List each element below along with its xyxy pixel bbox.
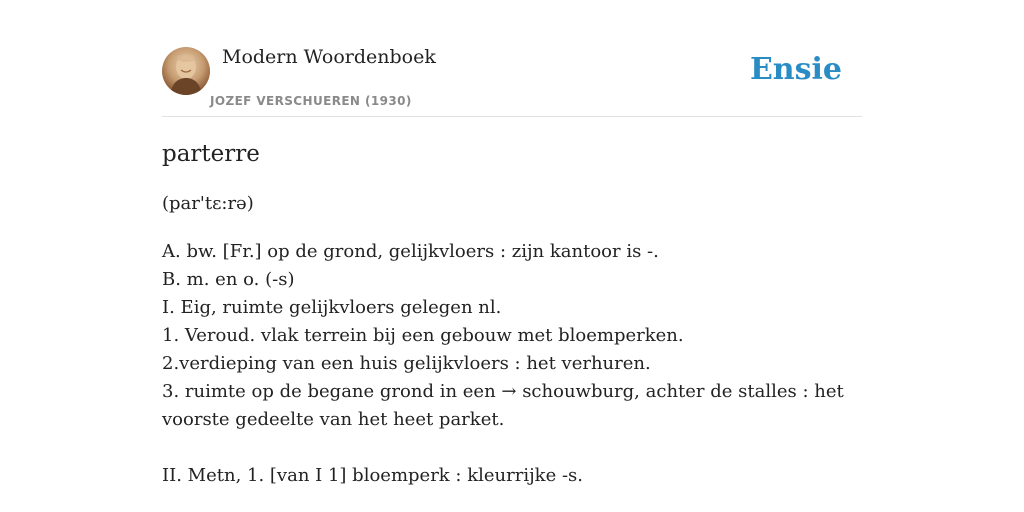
entry-content xyxy=(162,138,862,490)
paragraph-gap xyxy=(162,434,862,462)
definition-line: 3. ruimte op de begane grond in een → schouwburg, achter de stalles : het voorste gedeelte van het heet parket. xyxy=(162,381,844,430)
definition-line: A. bw. [Fr.] op de grond, gelijkvloers : zijn kantoor is -. xyxy=(162,241,659,262)
portrait-photo-icon xyxy=(162,47,210,95)
ensie-logo[interactable]: Ensie xyxy=(749,52,842,87)
definition-line: I. Eig, ruimte gelijkvloers gelegen nl. xyxy=(162,297,502,318)
definition-line: 2.verdieping van een huis gelijkvloers : het verhuren. xyxy=(162,353,651,374)
entry-definition xyxy=(162,238,862,490)
entry-pronunciation: (par'tɛ:rə) xyxy=(162,193,254,214)
entry-headword: parterre xyxy=(162,141,260,167)
author-avatar[interactable] xyxy=(162,47,210,95)
dictionary-header xyxy=(162,46,862,117)
dictionary-author[interactable]: JOZEF VERSCHUEREN (1930) xyxy=(210,94,412,108)
definition-line: B. m. en o. (-s) xyxy=(162,269,295,290)
definition-line: II. Metn, 1. [van I 1] bloemperk : kleurrijke -s. xyxy=(162,465,583,486)
dictionary-title[interactable]: Modern Woordenboek xyxy=(222,46,436,68)
definition-line: 1. Veroud. vlak terrein bij een gebouw met bloemperken. xyxy=(162,325,684,346)
